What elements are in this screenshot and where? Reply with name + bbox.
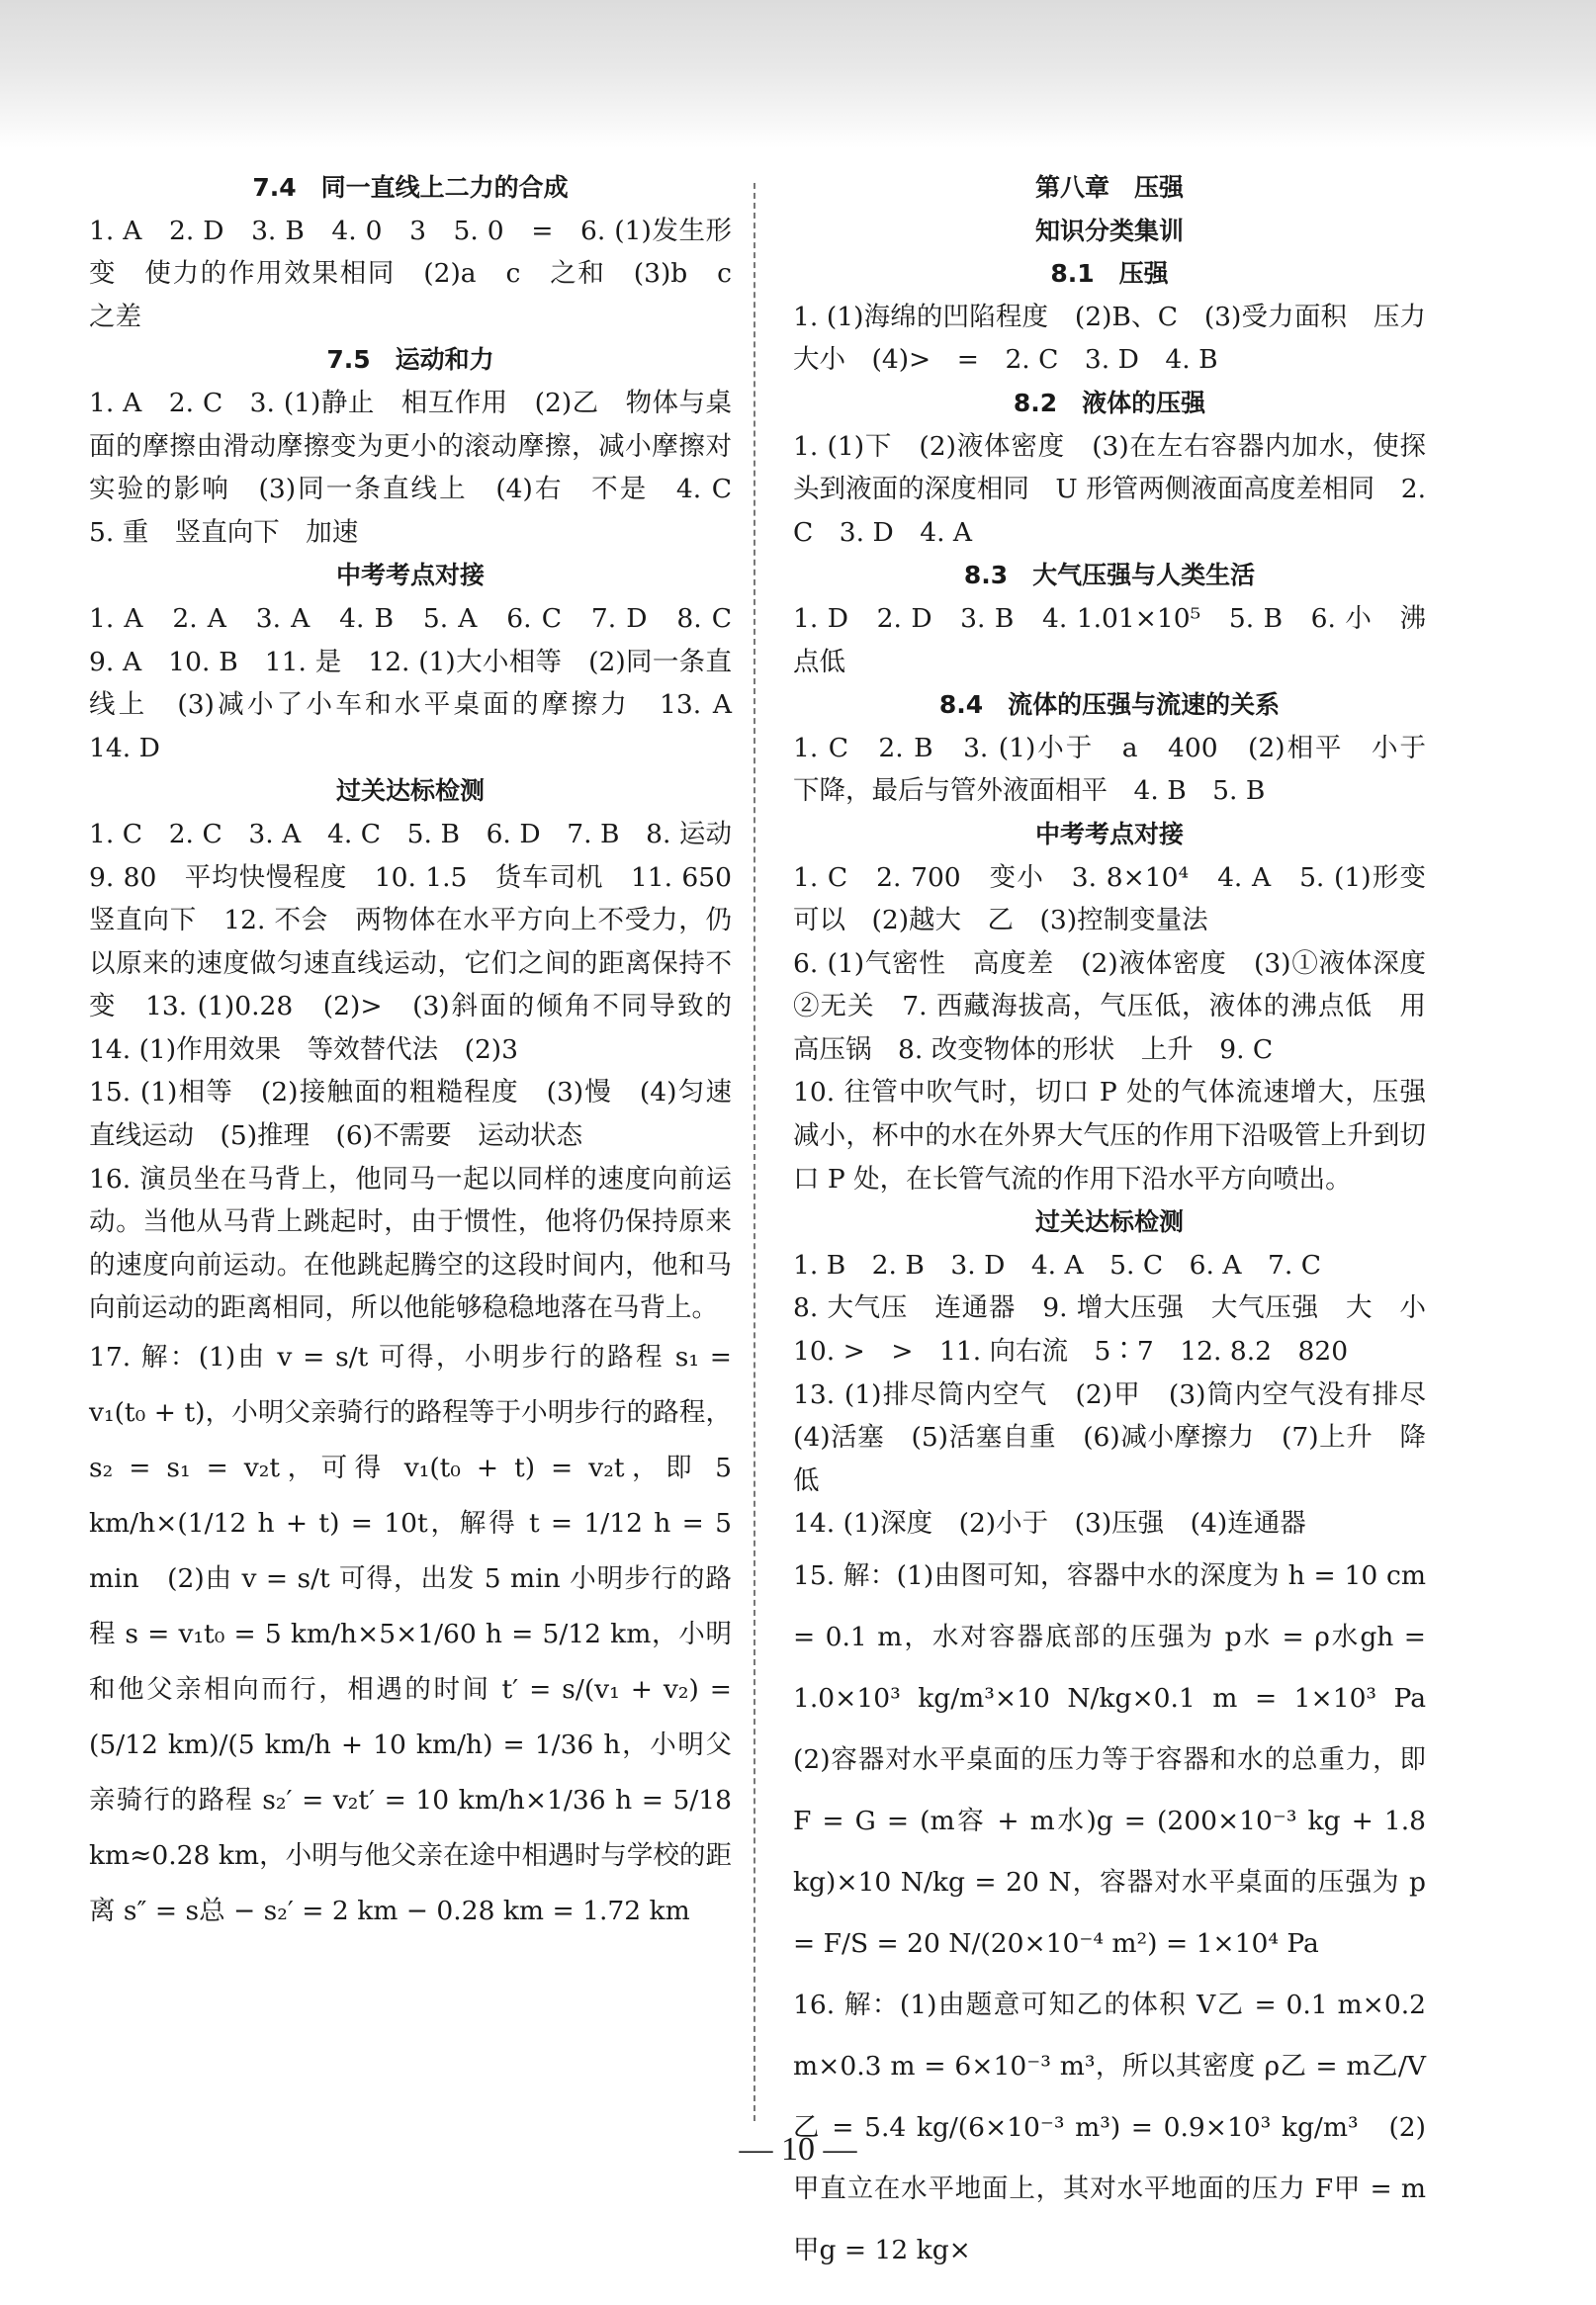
section-heading: 8.1 压强 bbox=[1050, 259, 1169, 289]
section-heading: 8.4 流体的压强与流速的关系 bbox=[938, 690, 1281, 720]
answer-paragraph: 6. (1)气密性 高度差 (2)液体密度 (3)①液体深度 ②无关 7. 西藏海拔高，气压低，液体的沸点低 用高压锅 8. 改变物体的形状 上升 9. C bbox=[793, 947, 1453, 1065]
section-heading: 知识分类集训 bbox=[1034, 216, 1184, 245]
answer-paragraph: 1. C 2. B 3. (1)小于 a 400 (2)相平 小于 下降，最后与管外液面相平 4. B 5. B bbox=[793, 732, 1453, 807]
section-heading: 8.2 液体的压强 bbox=[1013, 388, 1206, 417]
solution-paragraph: 17. 解：(1)由 v = s/t 可得，小明步行的路程 s₁ = v₁(t₀ + t)，小明父亲骑行的路程等于小明步行的路程，s₂ = s₁ = v₂t，可得 v₁(t₀ + t) = v₂t，即 5 km/h×(1/12 h + t) = 10t，解得 t = 1/12 h = 5 min (2)由 v = s/t 可得，出发 5 min 小明步行的路程 s = v₁t₀ = 5 km/h×5×1/60 h = 5/12 km，小明和他父亲相向而行，相遇的时间 t′ = s/(v₁ + v₂) = (5/12 km)/(5 km/h + 10 km/h) = 1/36 h，小明父亲骑行的路程 s₂′ = v₂t′ = 10 km/h×1/36 h = 5/18 km≈0.28 km，小明与他父亲在途中相遇时与学校的距离 s″ = s总 − s₂′ = 2 km − 0.28 km = 1.72 km bbox=[89, 1342, 732, 1927]
section-heading: 中考考点对接 bbox=[1034, 819, 1184, 848]
left-column bbox=[89, 166, 758, 1939]
column-divider bbox=[754, 183, 755, 2121]
chapter-title: 第八章 压强 bbox=[1034, 173, 1184, 202]
answer-paragraph: 14. (1)深度 (2)小于 (3)压强 (4)连通器 bbox=[793, 1508, 1306, 1540]
section-heading: 中考考点对接 bbox=[335, 561, 485, 590]
solution-paragraph: 16. 解：(1)由题意可知乙的体积 V乙 = 0.1 m×0.2 m×0.3 m = 6×10⁻³ m³，所以其密度 ρ乙 = m乙/V乙 = 5.4 kg/(6×10⁻³ m³) = 0.9×10³ kg/m³ (2)甲直立在水平地面上，其对水平地面的压力 F甲 = m甲g = 12 kg× bbox=[793, 1990, 1426, 2265]
section-heading: 7.5 运动和力 bbox=[326, 345, 494, 375]
scan-header-shadow bbox=[0, 0, 1596, 148]
answer-paragraph: 1. (1)海绵的凹陷程度 (2)B、C (3)受力面积 压力大小 (4)> = 2. C 3. D 4. B bbox=[793, 301, 1426, 376]
answer-paragraph: 1. A 2. D 3. B 4. 0 3 5. 0 = 6. (1)发生形变 使力的作用效果相同 (2)a c 之和 (3)b c 之差 bbox=[89, 215, 758, 332]
answer-paragraph: 16. 演员坐在马背上，他同马一起以同样的速度向前运动。当他从马背上跳起时，由于惯性，他将仍保持原来的速度向前运动。在他跳起腾空的这段时间内，他和马向前运动的距离相同，所以他能够稳稳地落在马背上。 bbox=[89, 1163, 732, 1324]
answer-paragraph: 1. A 2. C 3. (1)静止 相互作用 (2)乙 物体与桌面的摩擦由滑动摩擦变为更小的滚动摩擦，减小摩擦对实验的影响 (3)同一条直线上 (4)右 不是 4. C 5. 重 竖直向下 加速 bbox=[89, 387, 758, 548]
answer-paragraph: 1. D 2. D 3. B 4. 1.01×10⁵ 5. B 6. 小 沸点低 bbox=[793, 602, 1426, 677]
section-heading: 8.3 大气压强与人类生活 bbox=[963, 561, 1256, 590]
solution-paragraph: 15. 解：(1)由图可知，容器中水的深度为 h = 10 cm = 0.1 m，水对容器底部的压强为 p水 = ρ水gh = 1.0×10³ kg/m³×10 N/kg×0.1 m = 1×10³ Pa (2)容器对水平桌面的压力等于容器和水的总重力，即 F = G = (m容 + m水)g = (200×10⁻³ kg + 1.8 kg)×10 N/kg = 20 N，容器对水平桌面的压强为 p = F/S = 20 N/(20×10⁻⁴ m²) = 1×10⁴ Pa bbox=[793, 1560, 1453, 1959]
page-number: — 10 — bbox=[739, 2131, 857, 2168]
answer-paragraph: 1. B 2. B 3. D 4. A 5. C 6. A 7. C bbox=[793, 1249, 1321, 1281]
section-heading: 过关达标检测 bbox=[1034, 1207, 1184, 1237]
section-heading: 7.4 同一直线上二力的合成 bbox=[252, 173, 569, 202]
answer-paragraph: 1. (1)下 (2)液体密度 (3)在左右容器内加水，使探头到液面的深度相同 U 形管两侧液面高度差相同 2. C 3. D 4. A bbox=[793, 430, 1426, 548]
answer-paragraph: 8. 大气压 连通器 9. 增大压强 大气压强 大 小 10. > > 11. 向右流 5∶7 12. 8.2 820 bbox=[793, 1292, 1453, 1368]
answer-paragraph: 13. (1)排尽筒内空气 (2)甲 (3)筒内空气没有排尽 (4)活塞 (5)活塞自重 (6)减小摩擦力 (7)上升 降低 bbox=[793, 1378, 1453, 1496]
right-column bbox=[793, 166, 1453, 2281]
answer-paragraph: 15. (1)相等 (2)接触面的粗糙程度 (3)慢 (4)匀速直线运动 (5)推理 (6)不需要 运动状态 bbox=[89, 1077, 732, 1152]
answer-paragraph: 1. A 2. A 3. A 4. B 5. A 6. C 7. D 8. C 9. A 10. B 11. 是 12. (1)大小相等 (2)同一条直线上 (3)减小了小车和水平桌面的摩擦力 13. A 14. D bbox=[89, 602, 758, 763]
answer-paragraph: 10. 往管中吹气时，切口 P 处的气体流速增大，压强减小，杯中的水在外界大气压的作用下沿吸管上升到切口 P 处，在长管气流的作用下沿水平方向喷出。 bbox=[793, 1077, 1426, 1195]
section-heading: 过关达标检测 bbox=[335, 776, 485, 806]
answer-paragraph: 1. C 2. 700 变小 3. 8×10⁴ 4. A 5. (1)形变 可以 (2)越大 乙 (3)控制变量法 bbox=[793, 861, 1453, 936]
answer-paragraph: 1. C 2. C 3. A 4. C 5. B 6. D 7. B 8. 运动 9. 80 平均快慢程度 10. 1.5 货车司机 11. 650 竖直向下 12. 不会 两物体在水平方向上不受力，仍以原来的速度做匀速直线运动，它们之间的距离保持不变 13. (1)0.28 (2)> (3)斜面的倾角不同导致的 14. (1)作用效果 等效替代法 (2)3 bbox=[89, 818, 758, 1065]
